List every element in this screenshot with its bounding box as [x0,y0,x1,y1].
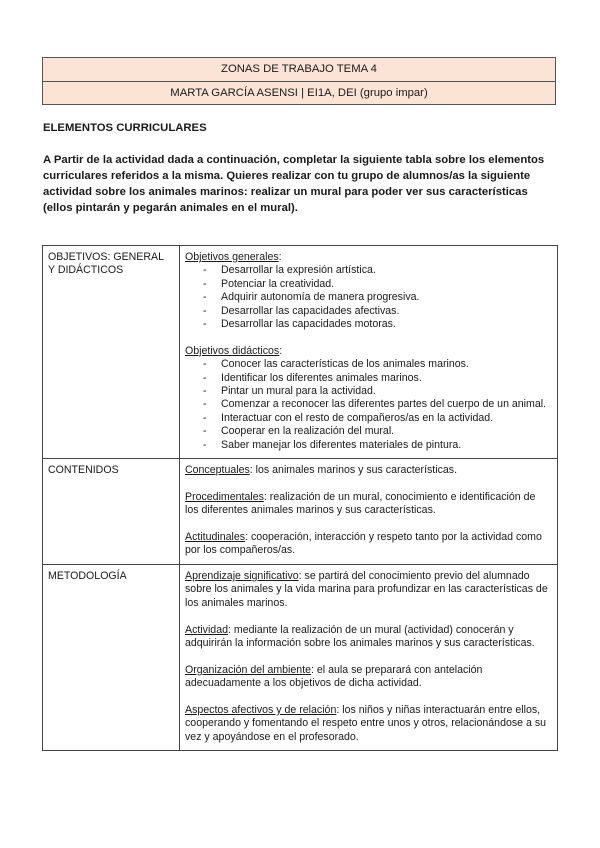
intro-paragraph: A Partir de la actividad dada a continuación, completar la siguiente tabla sobre los elementos curriculares referidos a la misma. Quieres realizar con tu grupo de alumnos/as la siguiente actividad sobre los animales marinos: realizar un mural para poder ver sus características (ellos pintarán y pegarán animales en el mural). [43,154,545,214]
list-item: - Adquirir autonomía de manera progresiva. [203,291,551,304]
list-item: - Pintar un mural para la actividad. [203,385,551,398]
contenidos-procedimentales [185,491,551,518]
contenidos-conceptuales-text: : los animales marinos y sus características. [249,464,458,477]
list-item: - Potenciar la creatividad. [203,278,551,291]
curricular-table [42,245,558,751]
metodologia-aprendizaje-text: : se partirá del conocimiento previo del alumnado sobre los animales y la vida marina para profundizar en las características de los animales marinos. [185,569,548,609]
list-item: - Comenzar a reconocer las diferentes partes del cuerpo de un animal. [203,398,551,411]
metodologia-aspectos [185,704,551,744]
row-contenidos [43,459,558,565]
contenidos-actitudinales-text: : cooperación, interacción y respeto tanto por la actividad como por los compañeros/as. [185,531,542,557]
objetivos-content: Objetivos generales: - Desarrollar la expresión artística. - Potenciar la creatividad. - Adquirir autonomía de manera progresiva. - Desarrollar las capacidades afectivas. - Desarrollar las capacidades motoras. Objetivos didácticos: - Conocer las características de los animales marinos. - Identificar los diferentes animales marinos. - Pintar un mural para la actividad. - Comenzar a reconocer las diferentes partes del cuerpo de un animal. - Interactuar con el resto de compañeros/as en la actividad. - Cooperar en la realización del mural. - Saber manejar los diferentes materiales de pintura. [180,246,558,459]
list-item: - Identificar los diferentes animales marinos. [203,372,551,385]
metodologia-aprendizaje-heading: Aprendizaje significativo [185,569,299,582]
contenidos-content [180,459,558,565]
metodologia-content [180,564,558,750]
list-item: - Conocer las características de los animales marinos. [203,358,551,371]
contenidos-conceptuales-heading: Conceptuales [185,464,250,477]
contenidos-procedimentales-heading: Procedimentales [185,490,264,503]
objetivos-didacticos-list [185,358,551,452]
contenidos-actitudinales-heading: Actitudinales [185,531,246,544]
list-item: - Interactuar con el resto de compañeros/as en la actividad. [203,412,551,425]
list-item: - Desarrollar las capacidades afectivas. [203,305,551,318]
objetivos-generales-list [185,264,551,331]
list-item: - Cooperar en la realización del mural. [203,425,551,438]
contenidos-label: CONTENIDOS [43,459,180,565]
header-box [42,57,556,105]
metodologia-aspectos-heading: Aspectos afectivos y de relación [185,703,337,716]
objetivos-didacticos-heading: Objetivos didácticos [185,344,280,357]
contenidos-procedimentales-text: : realización de un mural, conocimiento e identificación de los diferentes animales marinos y sus características. [185,490,536,517]
metodologia-aspectos-text: : los niños y niñas interactuarán entre ellos, cooperando y fomentando el respeto entre unos y otros, relacionándose a su vez y apoyándose en el profesorado. [185,703,547,743]
metodologia-organizacion-heading: Organización del ambiente [185,663,312,676]
metodologia-organizacion [185,664,551,691]
objetivos-label: OBJETIVOS: GENERAL Y DIDÁCTICOS [43,246,180,459]
metodologia-actividad-heading: Actividad [185,623,228,636]
contenidos-conceptuales [185,464,551,477]
header-title: ZONAS DE TRABAJO TEMA 4 [43,58,555,82]
contenidos-actitudinales [185,531,551,558]
metodologia-actividad [185,624,551,651]
section-title: ELEMENTOS CURRICULARES [43,122,207,134]
list-item: - Desarrollar las capacidades motoras. [203,318,551,331]
metodologia-actividad-text: : mediante la realización de un mural (actividad) conocerán y adquirirán la información sobre los animales marinos y sus características. [185,623,535,649]
list-item: - Saber manejar los diferentes materiales de pintura. [203,439,551,452]
header-subtitle: MARTA GARCÍA ASENSI | EI1A, DEI (grupo impar) [170,87,428,99]
objetivos-generales-heading: Objetivos generales [185,251,279,263]
metodologia-aprendizaje [185,570,551,610]
row-metodologia [43,564,558,750]
metodologia-label: METODOLOGÍA [43,564,180,750]
list-item: - Desarrollar la expresión artística. [203,264,551,277]
row-objetivos [43,246,558,459]
metodologia-organizacion-text: : el aula se preparará con antelación adecuadamente a los objetivos de dicha actividad. [185,663,483,690]
